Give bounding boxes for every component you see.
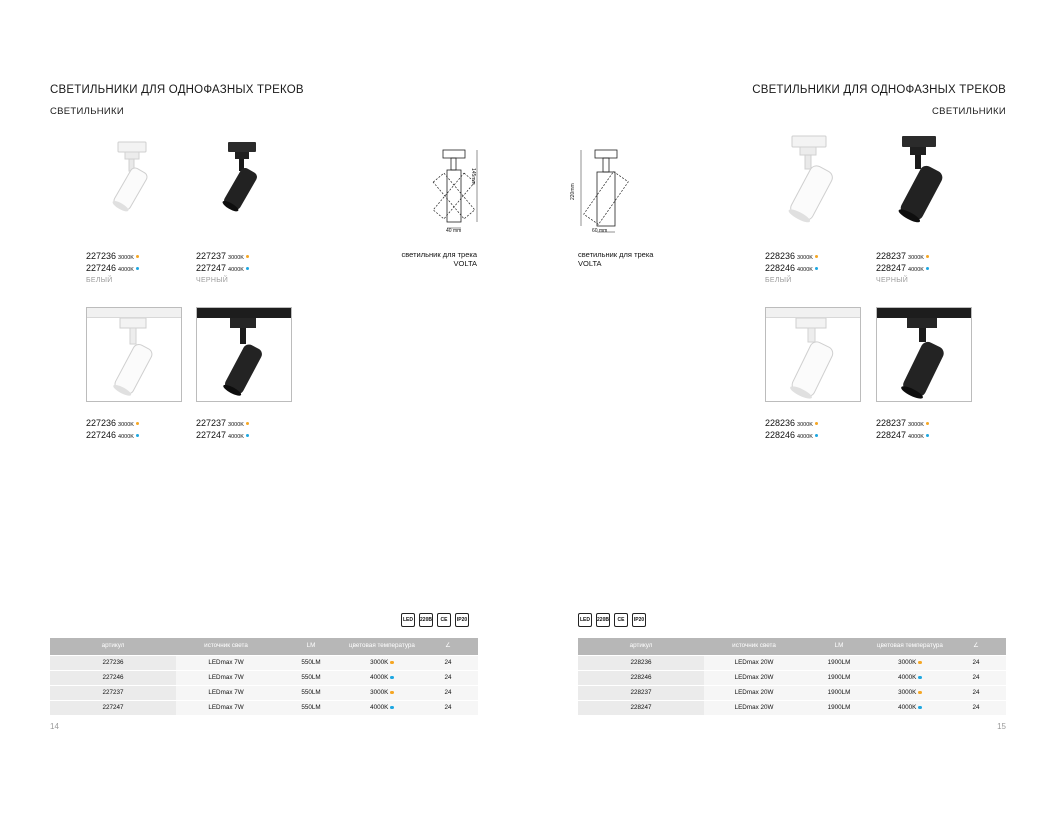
cell-color-temp: 4000K (874, 670, 946, 685)
table-row (50, 685, 478, 700)
code-row (876, 418, 929, 430)
right-framed-2-codes (876, 418, 929, 442)
table-header-row (50, 638, 478, 655)
article-code: 228237 (876, 251, 907, 261)
code-row (196, 418, 249, 430)
header-article: артикул (50, 638, 176, 655)
white-track (87, 308, 181, 318)
angle-icon: ∠ (445, 642, 451, 650)
left-certification-icons (401, 613, 469, 627)
white-track-light-image (100, 138, 162, 220)
color-temp: 3000K (797, 255, 813, 261)
cool-dot (136, 267, 140, 271)
left-framed-1-codes (86, 418, 139, 442)
color-temp: 3000K (228, 422, 244, 428)
cell-color-temp: 4000K (346, 670, 418, 685)
right-technical-drawing (575, 146, 645, 238)
color-temp: 4000K (908, 434, 924, 440)
article-code: 228236 (765, 418, 796, 428)
black-track-light-image (888, 130, 956, 230)
warm-dot (246, 255, 250, 259)
color-temp: 3000K (228, 255, 244, 261)
right-page-title: СВЕТИЛЬНИКИ ДЛЯ ОДНОФАЗНЫХ ТРЕКОВ (752, 84, 1006, 96)
code-row (196, 430, 249, 442)
cell-angle: 24 (418, 700, 478, 715)
left-drawing-caption (397, 251, 477, 268)
code-row (765, 263, 818, 275)
color-temp: 3000K (797, 422, 813, 428)
color-label: БЕЛЫЙ (765, 277, 792, 284)
white-track-light-installed-image (765, 307, 861, 402)
caption-line-1: светильник для трека (578, 250, 654, 259)
color-temp: 4000K (228, 434, 244, 440)
warm-dot (136, 255, 140, 259)
left-drawing-height: 145mm (470, 168, 476, 185)
table-row (50, 700, 478, 715)
warm-dot (815, 255, 819, 259)
color-temp: 4000K (228, 267, 244, 273)
black-track (197, 308, 291, 318)
cell-article: 227247 (50, 700, 176, 715)
cell-article: 227236 (50, 655, 176, 670)
warm-dot (918, 661, 922, 665)
white-light-render (766, 318, 860, 402)
cell-color-temp: 3000K (874, 685, 946, 700)
article-code: 227246 (86, 430, 117, 440)
right-spec-table (578, 638, 1006, 715)
article-code: 228236 (765, 251, 796, 261)
black-track-light-installed-image (876, 307, 972, 402)
left-product-1-codes (86, 251, 139, 286)
cell-color-temp: 4000K (874, 700, 946, 715)
angle-icon: ∠ (973, 642, 979, 650)
cell-lumen: 1900LM (804, 670, 874, 685)
header-color-temp: цветовая температура (346, 638, 418, 655)
table-row (578, 670, 1006, 685)
black-light-render (197, 318, 291, 402)
table-row (578, 655, 1006, 670)
ce-icon: CE (614, 613, 628, 627)
color-temp: 3000K (908, 422, 924, 428)
article-code: 227247 (196, 263, 227, 273)
cell-color-temp: 3000K (346, 685, 418, 700)
cell-color-temp: 4000K (346, 700, 418, 715)
color-label: ЧЕРНЫЙ (876, 277, 909, 284)
cell-angle: 24 (946, 700, 1006, 715)
article-code: 228247 (876, 263, 907, 273)
code-row (86, 263, 139, 275)
code-row (86, 430, 139, 442)
cell-article: 228237 (578, 685, 704, 700)
warm-dot (926, 255, 930, 259)
right-product-2-codes (876, 251, 929, 286)
cell-article: 227246 (50, 670, 176, 685)
cool-dot (918, 706, 922, 710)
code-row (765, 418, 818, 430)
cool-dot (926, 267, 930, 271)
left-product-2-codes (196, 251, 249, 286)
left-framed-2-codes (196, 418, 249, 442)
left-page-title: СВЕТИЛЬНИКИ ДЛЯ ОДНОФАЗНЫХ ТРЕКОВ (50, 84, 304, 96)
cool-dot (246, 434, 250, 438)
warm-dot (136, 422, 140, 426)
black-track-light-installed-image (196, 307, 292, 402)
left-page-subtitle: СВЕТИЛЬНИКИ (50, 106, 124, 117)
cell-angle: 24 (946, 655, 1006, 670)
left-spec-table (50, 638, 478, 715)
color-temp: 4000K (797, 434, 813, 440)
code-row (876, 430, 929, 442)
article-code: 227236 (86, 418, 117, 428)
article-code: 227247 (196, 430, 227, 440)
header-light-source: источник света (176, 638, 276, 655)
cell-angle: 24 (418, 655, 478, 670)
ip-rating-icon: IP20 (455, 613, 469, 627)
code-row (765, 430, 818, 442)
cell-angle: 24 (946, 685, 1006, 700)
black-light-render (877, 318, 971, 402)
cell-lumen: 1900LM (804, 655, 874, 670)
warm-dot (390, 661, 394, 665)
cool-dot (136, 434, 140, 438)
white-light-render (87, 318, 181, 402)
warm-dot (926, 422, 930, 426)
article-code: 227246 (86, 263, 117, 273)
voltage-icon: 220В (596, 613, 610, 627)
right-page-subtitle: СВЕТИЛЬНИКИ (932, 106, 1006, 117)
right-certification-icons (578, 613, 646, 627)
cell-light-source: LEDmax 20W (704, 655, 804, 670)
cell-light-source: LEDmax 7W (176, 655, 276, 670)
article-code: 228247 (876, 430, 907, 440)
white-track (766, 308, 860, 318)
code-row (86, 418, 139, 430)
voltage-icon: 220В (419, 613, 433, 627)
white-track-light-image (778, 130, 846, 230)
warm-dot (246, 422, 250, 426)
black-track-light-image (210, 138, 272, 220)
color-temp: 4000K (118, 434, 134, 440)
caption-line-1: светильник для трека (401, 250, 477, 259)
code-row (876, 263, 929, 275)
cell-article: 228247 (578, 700, 704, 715)
cell-article: 228236 (578, 655, 704, 670)
table-row (578, 685, 1006, 700)
header-lumen: LM (276, 638, 346, 655)
cell-light-source: LEDmax 7W (176, 670, 276, 685)
warm-dot (390, 691, 394, 695)
code-row (196, 263, 249, 275)
cool-dot (918, 676, 922, 680)
cell-light-source: LEDmax 20W (704, 700, 804, 715)
article-code: 228246 (765, 263, 796, 273)
table-row (50, 670, 478, 685)
cell-lumen: 550LM (276, 700, 346, 715)
article-code: 227236 (86, 251, 117, 261)
header-color-temp: цветовая температура (874, 638, 946, 655)
ce-icon: CE (437, 613, 451, 627)
warm-dot (918, 691, 922, 695)
header-light-source: источник света (704, 638, 804, 655)
article-code: 227237 (196, 251, 227, 261)
code-row (86, 251, 139, 263)
table-header-row (578, 638, 1006, 655)
cell-lumen: 550LM (276, 655, 346, 670)
code-row (876, 251, 929, 263)
cool-dot (246, 267, 250, 271)
warm-dot (815, 422, 819, 426)
led-icon: LED (578, 613, 592, 627)
color-temp: 4000K (118, 267, 134, 273)
caption-line-2: VOLTA (578, 258, 602, 268)
header-lumen: LM (804, 638, 874, 655)
color-temp: 3000K (118, 255, 134, 261)
black-track (877, 308, 971, 318)
cell-lumen: 550LM (276, 670, 346, 685)
header-angle (946, 638, 1006, 655)
cell-light-source: LEDmax 20W (704, 685, 804, 700)
table-row (50, 655, 478, 670)
ip-rating-icon: IP20 (632, 613, 646, 627)
right-drawing-caption (578, 251, 668, 268)
cell-color-temp: 3000K (346, 655, 418, 670)
left-technical-drawing (425, 146, 495, 236)
right-page-number: 15 (997, 722, 1006, 731)
right-drawing-height: 220mm (570, 183, 576, 200)
right-drawing-width: 60 mm (592, 228, 608, 234)
caption-line-2: VOLTA (453, 258, 477, 268)
table-row (578, 700, 1006, 715)
left-drawing-width: 40 mm (446, 228, 462, 234)
right-product-1-codes (765, 251, 818, 286)
article-code: 228246 (765, 430, 796, 440)
header-article: артикул (578, 638, 704, 655)
cell-color-temp: 3000K (874, 655, 946, 670)
cool-dot (390, 676, 394, 680)
right-framed-1-codes (765, 418, 818, 442)
color-label: ЧЕРНЫЙ (196, 277, 229, 284)
cell-lumen: 550LM (276, 685, 346, 700)
white-track-light-installed-image (86, 307, 182, 402)
cool-dot (926, 434, 930, 438)
color-temp: 4000K (797, 267, 813, 273)
cell-light-source: LEDmax 20W (704, 670, 804, 685)
cell-lumen: 1900LM (804, 700, 874, 715)
color-temp: 3000K (118, 422, 134, 428)
cool-dot (390, 706, 394, 710)
cell-angle: 24 (946, 670, 1006, 685)
cell-angle: 24 (418, 685, 478, 700)
cell-light-source: LEDmax 7W (176, 700, 276, 715)
cell-angle: 24 (418, 670, 478, 685)
article-code: 228237 (876, 418, 907, 428)
cool-dot (815, 434, 819, 438)
led-icon: LED (401, 613, 415, 627)
cell-lumen: 1900LM (804, 685, 874, 700)
header-angle (418, 638, 478, 655)
code-row (765, 251, 818, 263)
article-code: 227237 (196, 418, 227, 428)
cell-article: 228246 (578, 670, 704, 685)
color-temp: 4000K (908, 267, 924, 273)
code-row (196, 251, 249, 263)
cell-article: 227237 (50, 685, 176, 700)
left-page-number: 14 (50, 722, 59, 731)
color-label: БЕЛЫЙ (86, 277, 113, 284)
cell-light-source: LEDmax 7W (176, 685, 276, 700)
color-temp: 3000K (908, 255, 924, 261)
cool-dot (815, 267, 819, 271)
